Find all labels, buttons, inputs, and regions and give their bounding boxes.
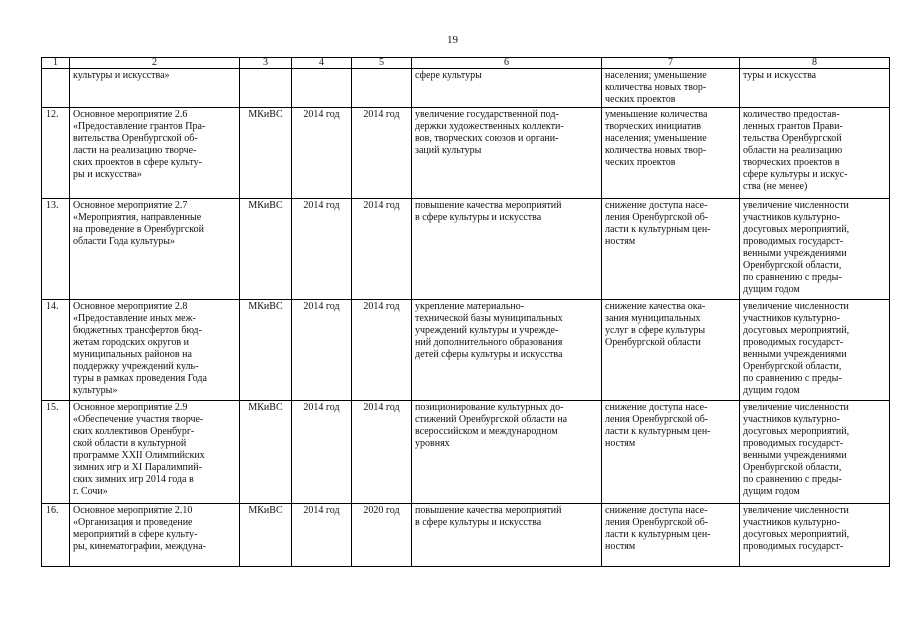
table-row [42,199,890,300]
responsible-executor: МКиВС [240,401,292,504]
related-indicator: туры и искусства [740,69,890,108]
end-year: 2014 год [352,401,412,504]
row-number: 14. [42,300,70,401]
start-year: 2014 год [292,199,352,300]
table-row [42,108,890,199]
start-year [292,69,352,108]
responsible-executor: МКиВС [240,300,292,401]
expected-result: увеличение государственной под- держки художественных коллекти- вов, творческих союзов и органи- заций культуры [412,108,602,199]
expected-result: сфере культуры [412,69,602,108]
start-year: 2014 год [292,300,352,401]
column-header: 3 [240,58,292,69]
row-number: 16. [42,504,70,567]
measure-name: Основное мероприятие 2.10 «Организация и проведение мероприятий в сфере культу- ры, кинематографии, междуна- [70,504,240,567]
non-implementation-consequences: снижение доступа насе- ления Оренбургской об- ласти к культурным цен- ностям [602,504,740,567]
related-indicator: увеличение численности участников культурно- досуговых мероприятий, проводимых государст- венными учреждениями Оренбургской области, по сравнению с преды- дущим годом [740,199,890,300]
start-year: 2014 год [292,108,352,199]
non-implementation-consequences: снижение качества ока- зания муниципальных услуг в сфере культуры Оренбургской области [602,300,740,401]
measure-name: Основное мероприятие 2.8 «Предоставление иных меж- бюджетных трансфертов бюд- жетам городских округов и муниципальных районов на поддержку учреждений куль- туры в рамках проведения Года культуры» [70,300,240,401]
measures-table [41,57,890,567]
column-header: 5 [352,58,412,69]
column-header: 2 [70,58,240,69]
column-header: 4 [292,58,352,69]
end-year: 2014 год [352,108,412,199]
column-header: 1 [42,58,70,69]
non-implementation-consequences: уменьшение количества творческих инициатив населения; уменьшение количества новых твор- ческих проектов [602,108,740,199]
expected-result: укрепление материально- технической базы муниципальных учреждений культуры и учрежде- ний дополнительного образования детей сферы культуры и искусства [412,300,602,401]
related-indicator: увеличение численности участников культурно- досуговых мероприятий, проводимых государст- венными учреждениями Оренбургской области, по сравнению с преды- дущим годом [740,401,890,504]
expected-result: позиционирование культурных до- стижений Оренбургской области на всероссийском и международном уровнях [412,401,602,504]
related-indicator: увеличение численности участников культурно- досуговых мероприятий, проводимых государст- венными учреждениями Оренбургской области, по сравнению с преды- дущим годом [740,300,890,401]
end-year: 2014 год [352,300,412,401]
related-indicator: увеличение численности участников культурно- досуговых мероприятий, проводимых государст- [740,504,890,567]
row-number: 12. [42,108,70,199]
table-row [42,401,890,504]
table-row [42,504,890,567]
responsible-executor: МКиВС [240,504,292,567]
column-header: 6 [412,58,602,69]
page-number: 19 [447,34,458,46]
table-row [42,300,890,401]
measure-name: Основное мероприятие 2.9 «Обеспечение участия творче- ских коллективов Оренбург- ской области в культурной программе XXII Олимпийских зимних игр и XI Паралимпий- ских зимних игр 2014 года в г. Сочи» [70,401,240,504]
expected-result: повышение качества мероприятий в сфере культуры и искусства [412,199,602,300]
row-number: 15. [42,401,70,504]
measure-name: Основное мероприятие 2.7 «Мероприятия, направленные на проведение в Оренбургской области Года культуры» [70,199,240,300]
end-year [352,69,412,108]
start-year: 2014 год [292,401,352,504]
column-header: 7 [602,58,740,69]
end-year: 2020 год [352,504,412,567]
row-number: 13. [42,199,70,300]
measure-name: Основное мероприятие 2.6 «Предоставление грантов Пра- вительства Оренбургской об- ласти на реализацию творче- ских проектов в сфере культу- ры и искусства» [70,108,240,199]
end-year: 2014 год [352,199,412,300]
header-row [42,58,890,69]
non-implementation-consequences: снижение доступа насе- ления Оренбургской об- ласти к культурным цен- ностям [602,401,740,504]
non-implementation-consequences: населения; уменьшение количества новых твор- ческих проектов [602,69,740,108]
related-indicator: количество предостав- ленных грантов Прави- тельства Оренбургской области на реализацию творческих проектов в сфере культуры и искус- ства (не менее) [740,108,890,199]
row-number [42,69,70,108]
responsible-executor: МКиВС [240,199,292,300]
expected-result: повышение качества мероприятий в сфере культуры и искусства [412,504,602,567]
responsible-executor: МКиВС [240,108,292,199]
responsible-executor [240,69,292,108]
start-year: 2014 год [292,504,352,567]
measure-name: культуры и искусства» [70,69,240,108]
table-row [42,69,890,108]
non-implementation-consequences: снижение доступа насе- ления Оренбургской об- ласти к культурным цен- ностям [602,199,740,300]
column-header: 8 [740,58,890,69]
